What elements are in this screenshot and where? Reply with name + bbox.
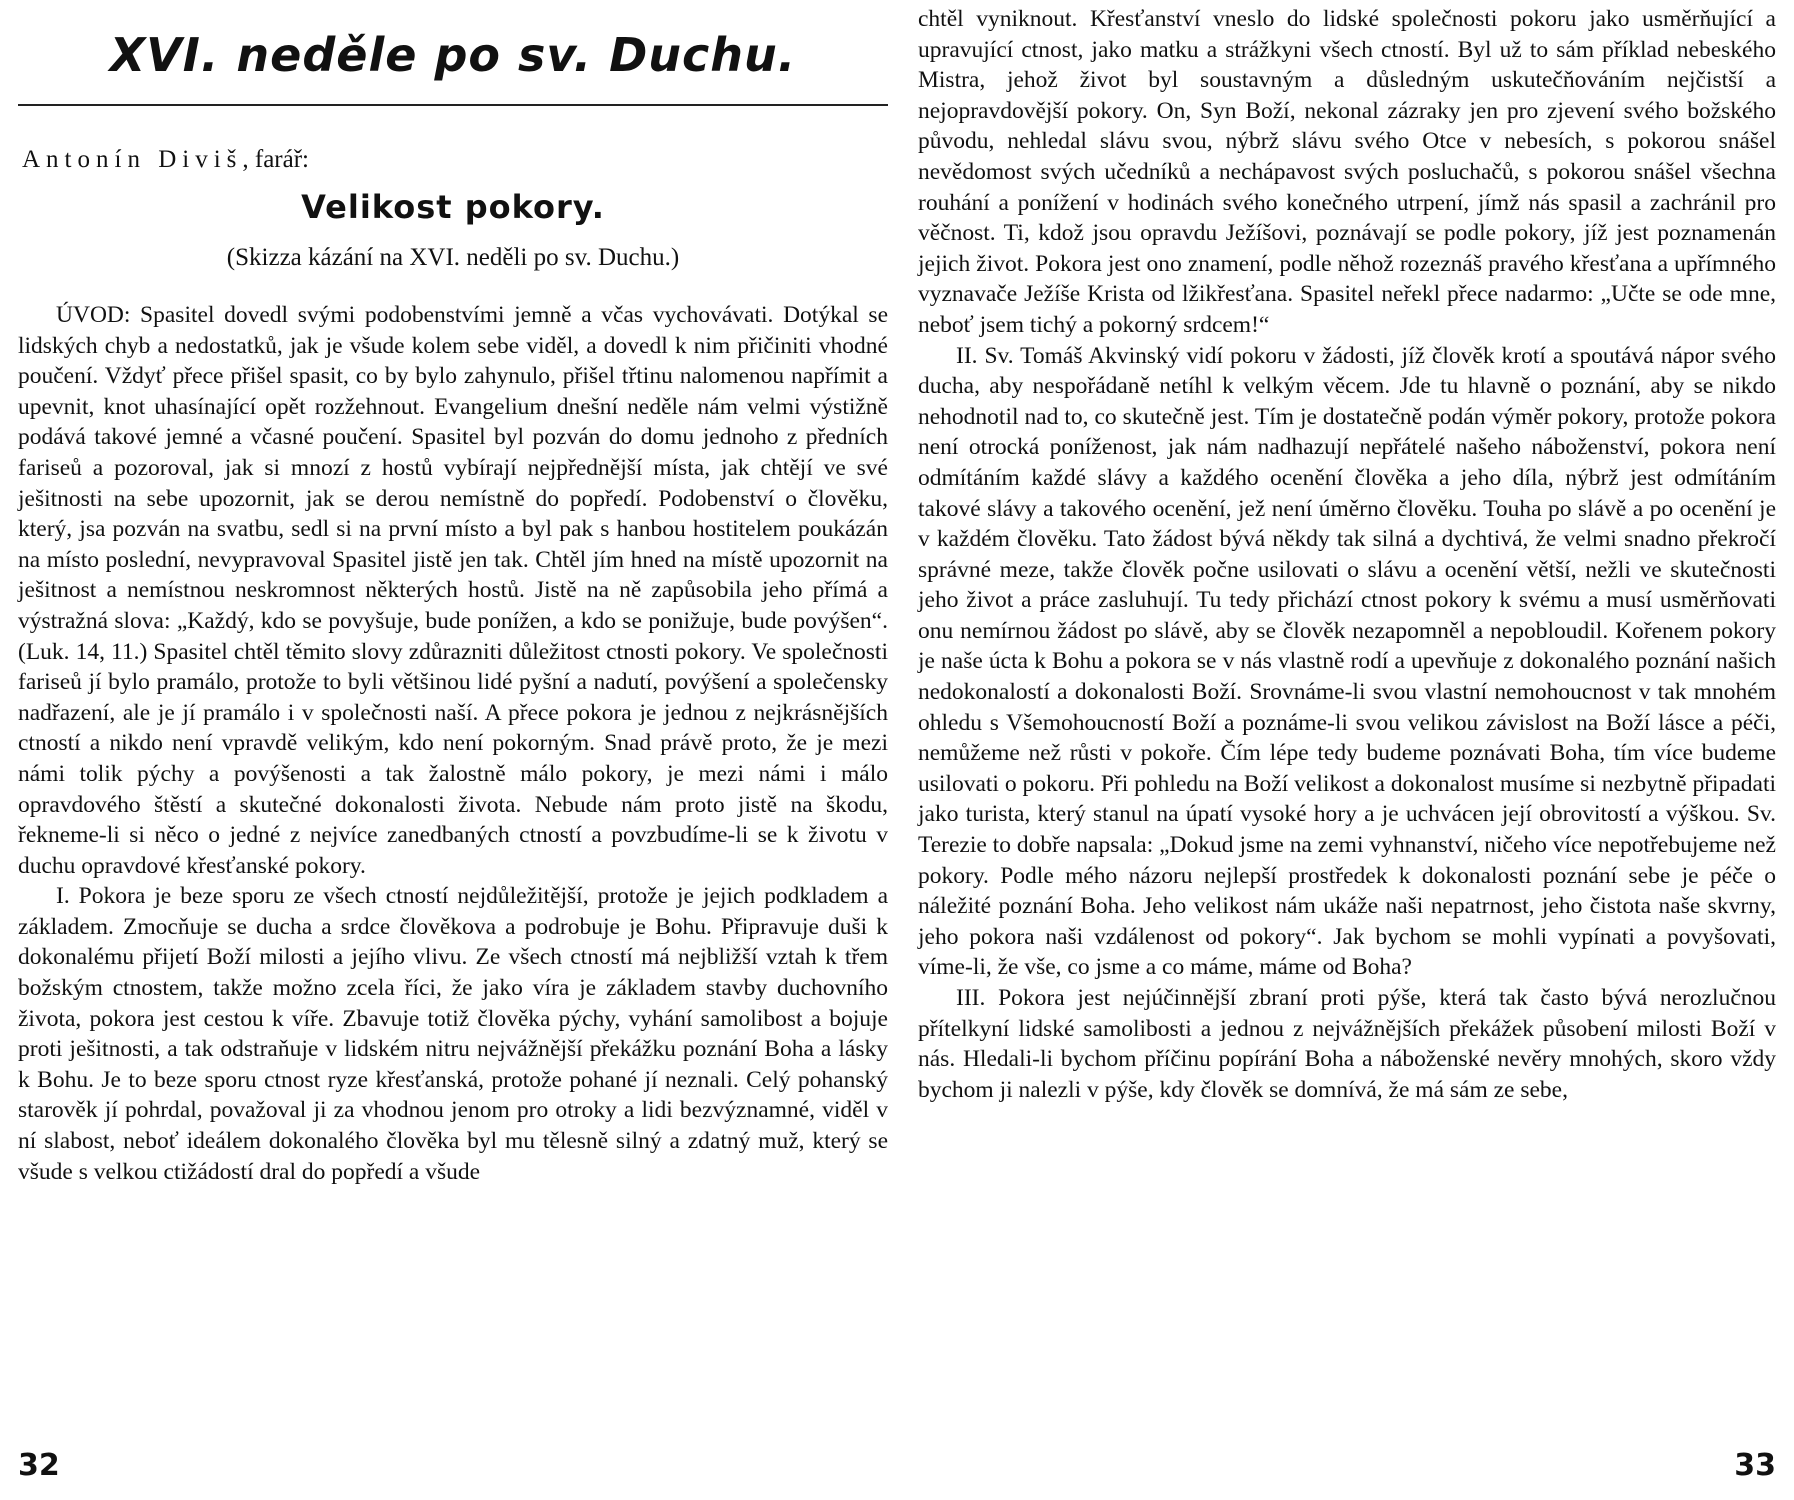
left-page	[18, 0, 888, 1500]
paragraph-part-2: II. Sv. Tomáš Akvinský vidí pokoru v žádosti, jíž člověk krotí a spoutává nápor svého ducha, aby nespořádaně netíhl k velkým věcem. Jde tu hlavně o poznání, aby se nikdo nehodnotil nad to, co skutečně jest. Tím je dostatečně podán výměr pokory, protože pokora není otrocká poníženost, jak nám nadhazují nepřátelé našeho náboženství, pokora není odmítáním každé slávy a každého ocenění člověka a jeho díla, nýbrž jest odmítáním takové slávy a takového ocenění, jež není úměrno člověku. Touha po slávě a po ocenění je v každém člověku. Tato žádost bývá někdy tak silná a dychtivá, že velmi snadno překročí správné meze, takže člověk počne usilovati o slávu a ocenění větší, nežli ve skutečnosti jeho život a práce zasluhují. Tu tedy přichází ctnost pokory k svému a musí usměrňovati onu nemírnou žádost po slávě, aby se člověk nezapomněl a nepobloudil. Kořenem pokory je naše úcta k Bohu a pokora se v nás vlastně rodí a upevňuje z dokonalého poznání našich nedokonalostí a dokonalosti Boží. Srovnáme-li svou vlastní nemohoucnost v tak mnohém ohledu s Všemohoucností Boží a poznáme-li svou velikou závislost na Boží lásce a péči, nemůžeme než růsti v pokoře. Čím lépe tedy budeme poznávati Boha, tím více budeme usilovati o pokoru. Při pohledu na Boží velikost a dokonalost musíme si nezbytně připadati jako turista, který stanul na úpatí vysoké hory a je uchvácen její obrovitostí a výškou. Sv. Terezie to dobře napsala: „Dokud jsme na zemi vyhnanství, ničeho více nepotřebujeme než pokory. Podle mého názoru nejlepší prostředek k dokonalosti poznání sebe je péče o náležité poznání Boha. Jeho velikost nám ukáže naši nepatrnost, jeho čistota naše skvrny, jeho pokora naši vzdálenost od pokory“. Jak bychom se mohli vypínati a povyšovati, víme-li, že vše, co jsme a co máme, máme od Boha?	[918, 342, 1776, 981]
section-title: XVI. neděle po sv. Duchu.	[109, 28, 797, 82]
author-line	[22, 146, 888, 174]
sermon-subtitle: (Skizza kázání na XVI. neděli po sv. Duchu.)	[226, 244, 680, 271]
author-role: , farář:	[242, 146, 309, 173]
title-rule	[18, 104, 888, 106]
page-number-left: 32	[18, 1448, 60, 1483]
left-body-text	[18, 300, 888, 1187]
right-page	[918, 0, 1776, 1500]
paragraph-part-1: I. Pokora je beze sporu ze všech ctností nejdůležitější, protože je jejich podkladem a základem. Zmocňuje se ducha a srdce člověkova a podrobuje je Bohu. Připravuje duši k dokonalému přijetí Boží milosti a jejího vlivu. Ze všech ctností má nejbližší vztah k třem božským ctnostem, takže možno zcela říci, že jako víra je základem stavby duchovního života, pokora jest cestou k víře. Zbavuje totiž člověka pýchy, vyhání samolibost a bojuje proti ješitnosti, a tak odstraňuje v lidském nitru nejvážnější překážku poznání Boha a lásky k Bohu. Je to beze sporu ctnost ryze křesťanská, protože pohané jí neznali. Celý pohanský starověk jí pohrdal, považoval ji za vhodnou jenom pro otroky a lidi bezvýznamné, viděl v ní slabost, neboť ideálem dokonalého člověka byl mu tělesně silný a zdatný muž, který se všude s velkou ctižádostí dral do popředí a všude	[18, 883, 888, 1185]
page-number-right: 33	[1734, 1448, 1776, 1483]
sermon-title: Velikost pokory.	[301, 188, 605, 226]
paragraph-intro: ÚVOD: Spasitel dovedl svými podobenstvími jemně a včas vychovávati. Dotýkal se lidských chyb a nedostatků, jak je všude kolem sebe viděl, a dovedl k nim přičiniti vhodné poučení. Vždyť přece přišel spasit, co by bylo zahynulo, přišel třtinu nalomenou napřímit a upevnit, knot uhasínající opět rozžehnout. Evangelium dnešní neděle nám velmi výstižně podává takové jemné a včasné poučení. Spasitel byl pozván do domu jednoho z předních fariseů a pozoroval, jak si mnozí z hostů vybírají nejpřednější místa, jak chtějí ve své ješitnosti na sebe upozornit, jak se derou nemístně do popředí. Podobenství o člověku, který, jsa pozván na svatbu, sedl si na první místo a byl pak s hanbou hostitelem poukázán na místo poslední, nevypravoval Spasitel jistě jen tak. Chtěl jím hned na místě upozornit na ješitnost a nemístnou neskromnost některých hostů. Jistě na ně zapůsobila jeho přímá a výstražná slova: „Každý, kdo se povyšuje, bude ponížen, a kdo se ponižuje, bude povýšen“. (Luk. 14, 11.) Spasitel chtěl těmito slovy zdůrazniti důležitost ctnosti pokory. Ve společnosti fariseů jí bylo pramálo, protože to byli většinou lidé pyšní a nadutí, povýšení a společensky nadřazení, ale je jí pramálo i v společnosti naší. A přece pokora je jednou z nejkrásnějších ctností a nikdo není vpravdě velikým, kdo není pokorným. Snad právě proto, že je mezi námi tolik pýchy a povýšenosti a tak žalostně málo pokory, je mezi námi i málo opravdového štěstí a skutečné dokonalosti života. Nebude nám proto jistě na škodu, řekneme-li si něco o jedné z nejvíce zanedbaných ctností a povzbudíme-li se k životu v duchu opravdové křesťanské pokory.	[18, 302, 888, 879]
paragraph-part-3: III. Pokora jest nejúčinnější zbraní proti pýše, která tak často bývá nerozlučnou přítelkyní lidské samolibosti a jednou z nejvážnějších překážek působení milosti Boží v nás. Hledali-li bychom příčinu popírání Boha a náboženské nevěry mnohých, skoro vždy bychom ji nalezli v pýše, kdy člověk se domnívá, že má sám ze sebe,	[918, 985, 1776, 1103]
right-body-text	[918, 4, 1776, 1105]
author-name: Antonín Diviš	[22, 146, 243, 173]
paragraph-continued: chtěl vyniknout. Křesťanství vneslo do lidské společnosti pokoru jako usměrňující a upravující ctnost, jako matku a strážkyni všech ctností. Byl už to sám příklad nebeského Mistra, jehož život byl soustavným a důsledným uskutečňováním nejčistší a nejopravdovější pokory. On, Syn Boží, nekonal zázraky jen pro zjevení svého božského původu, nehledal slávu svou, nýbrž slávu svého Otce v nebesích, s pokorou snášel nevědomost svých učedníků a nechápavost svých posluchačů, s pokorou snášel všechna rouhání a ponížení v hodinách svého konečného utrpení, jímž nás spasil a zachránil pro věčnost. Ti, kdož jsou opravdu Ježíšovi, poznávají se podle pokory, jíž jest poznamenán jejich život. Pokora jest ono znamení, podle něhož rozeznáš pravého křesťana a upřímného vyznavače Ježíše Krista od lžikřesťana. Spasitel neřekl přece nadarmo: „Učte se ode mne, neboť jsem tichý a pokorný srdcem!“	[918, 6, 1776, 338]
